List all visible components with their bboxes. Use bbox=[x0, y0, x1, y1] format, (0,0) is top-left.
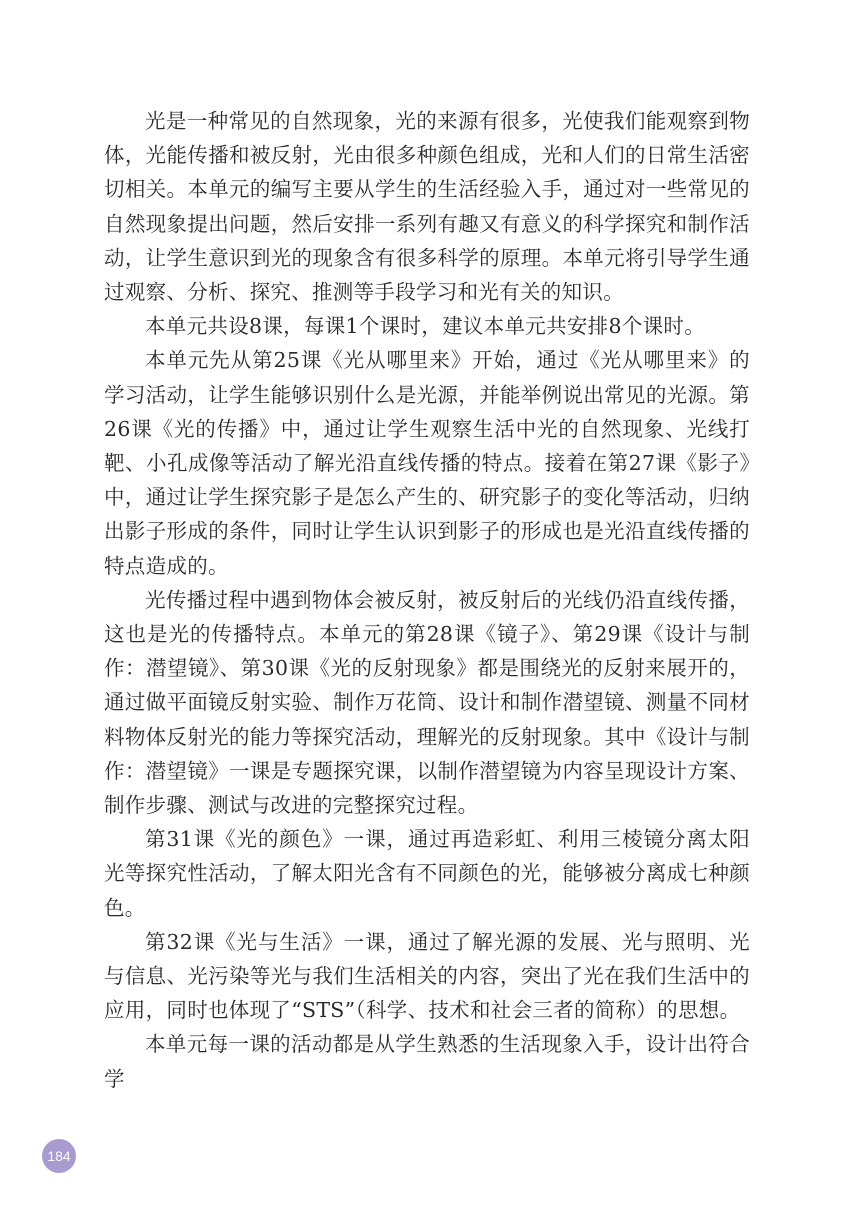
paragraph-activities: 本单元每一课的活动都是从学生熟悉的生活现象入手，设计出符合学 bbox=[104, 1032, 750, 1091]
paragraph-lesson-32: 第32课《光与生活》一课，通过了解光源的发展、光与照明、光与信息、光污染等光与我们生活相关的内容，突出了光在我们生活中的应用，同时也体现了“STS”（科学、技术和社会三者的简称）的思想。 bbox=[104, 929, 750, 1023]
paragraph-lesson-count: 本单元共设8课，每课1个课时，建议本单元共安排8个课时。 bbox=[145, 314, 706, 339]
paragraph-lessons-25-27: 本单元先从第25课《光从哪里来》开始，通过《光从哪里来》的学习活动，让学生能够识别什么是光源，并能举例说出常见的光源。第26课《光的传播》中，通过让学生观察生活中光的自然现象、光线打靶、小孔成像等活动了解光沿直线传播的特点。接着在第27课《影子》中，通过让学生探究影子是怎么产生的、研究影子的变化等活动，归纳出影子形成的条件，同时让学生认识到影子的形成也是光沿直线传播的特点造成的。 bbox=[104, 348, 750, 578]
paragraph-lesson-31: 第31课《光的颜色》一课，通过再造彩虹、利用三棱镜分离太阳光等探究性活动，了解太阳光含有不同颜色的光，能够被分离成七种颜色。 bbox=[104, 827, 750, 920]
page-body bbox=[104, 104, 750, 1096]
paragraph-intro: 光是一种常见的自然现象，光的来源有很多，光使我们能观察到物体，光能传播和被反射，光由很多种颜色组成，光和人们的日常生活密切相关。本单元的编写主要从学生的生活经验入手，通过对一些常见的自然现象提出问题，然后安排一系列有趣又有意义的科学探究和制作活动，让学生意识到光的现象含有很多科学的原理。本单元将引导学生通过观察、分析、探究、推测等手段学习和光有关的知识。 bbox=[104, 109, 750, 305]
page-number-badge: 184 bbox=[42, 1139, 76, 1173]
paragraph-lessons-28-30: 光传播过程中遇到物体会被反射，被反射后的光线仍沿直线传播，这也是光的传播特点。本单元的第28课《镜子》、第29课《设计与制作：潜望镜》、第30课《光的反射现象》都是围绕光的反射来展开的，通过做平面镜反射实验、制作万花筒、设计和制作潜望镜、测量不同材料物体反射光的能力等探究活动，理解光的反射现象。其中《设计与制作：潜望镜》一课是专题探究课，以制作潜望镜为内容呈现设计方案、制作步骤、测试与改进的完整探究过程。 bbox=[104, 587, 750, 818]
